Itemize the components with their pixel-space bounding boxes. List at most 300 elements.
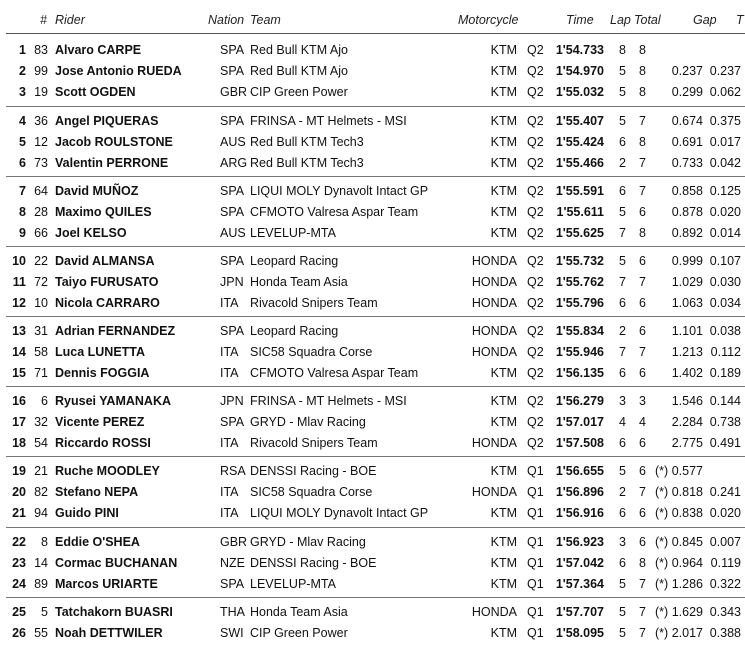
cell-tot: 8 xyxy=(639,63,646,78)
cell-team: Rivacold Snipers Team xyxy=(250,435,378,450)
cell-nat: SPA xyxy=(220,43,245,57)
cell-team: Leopard Racing xyxy=(250,324,339,338)
cell-name: Vicente PEREZ xyxy=(55,414,145,429)
cell-num: 19 xyxy=(34,84,48,99)
cell-sess: Q2 xyxy=(527,365,544,380)
group-divider xyxy=(6,597,745,598)
cell-nat: ITA xyxy=(220,505,239,520)
cell-name: Tatchakorn BUASRI xyxy=(55,605,173,619)
cell-gprev: 0.388 xyxy=(709,625,741,640)
cell-lap: 5 xyxy=(619,576,626,591)
cell-team: Rivacold Snipers Team xyxy=(250,295,378,310)
cell-moto: KTM xyxy=(490,625,517,640)
cell-team: LIQUI MOLY Dynavolt Intact GP xyxy=(250,505,429,520)
cell-time: 1'55.466 xyxy=(555,155,604,170)
cell-moto: KTM xyxy=(490,464,517,478)
cell-pos: 19 xyxy=(12,464,26,478)
cell-gprev: 0.020 xyxy=(709,204,741,219)
cell-name: Eddie O'SHEA xyxy=(55,535,140,549)
cell-time: 1'57.017 xyxy=(555,414,604,429)
cell-team: CIP Green Power xyxy=(250,625,348,640)
table-row xyxy=(0,391,745,411)
cell-pos: 8 xyxy=(19,204,26,219)
cell-gap: 1.063 xyxy=(671,295,703,310)
cell-gprev: 0.738 xyxy=(709,414,741,429)
group-divider xyxy=(6,316,745,317)
cell-time: 1'57.508 xyxy=(555,435,604,450)
table-row xyxy=(0,503,745,523)
cell-tot: 7 xyxy=(639,155,646,170)
cell-num: 10 xyxy=(34,295,48,310)
cell-nat: JPN xyxy=(220,394,244,408)
cell-lap: 6 xyxy=(619,555,626,570)
cell-moto: KTM xyxy=(490,505,517,520)
cell-nat: AUS xyxy=(220,225,246,240)
cell-team: DENSSI Racing - BOE xyxy=(250,464,377,478)
cell-nat: THA xyxy=(220,605,245,619)
cell-lap: 6 xyxy=(619,435,626,450)
cell-sess: Q2 xyxy=(527,274,544,289)
cell-gap: 0.733 xyxy=(671,155,703,170)
cell-moto: KTM xyxy=(490,134,517,149)
cell-name: Noah DETTWILER xyxy=(55,625,163,640)
cell-tot: 6 xyxy=(639,505,646,520)
column-header xyxy=(0,13,745,29)
cell-nat: SPA xyxy=(220,324,245,338)
cell-tot: 4 xyxy=(639,414,646,429)
cell-sess: Q2 xyxy=(527,324,544,338)
cell-gap: 0.237 xyxy=(671,63,703,78)
cell-time: 1'55.732 xyxy=(555,254,604,268)
cell-num: 83 xyxy=(34,43,48,57)
cell-nat: SPA xyxy=(220,254,245,268)
cell-num: 89 xyxy=(34,576,48,591)
cell-team: Red Bull KTM Ajo xyxy=(250,63,348,78)
cell-time: 1'54.970 xyxy=(555,63,604,78)
cell-gap: 2.284 xyxy=(671,414,703,429)
cell-nat: SPA xyxy=(220,63,245,78)
cell-moto: HONDA xyxy=(471,295,517,310)
group-divider xyxy=(6,386,745,387)
cell-num: 72 xyxy=(34,274,48,289)
cell-time: 1'54.733 xyxy=(555,43,604,57)
header-total: Total xyxy=(634,13,661,27)
cell-team: Red Bull KTM Tech3 xyxy=(250,134,364,149)
cell-pos: 6 xyxy=(19,155,26,170)
cell-gap: 0.818 xyxy=(671,484,703,499)
cell-gap: 1.402 xyxy=(671,365,703,380)
table-row xyxy=(0,132,745,152)
cell-num: 94 xyxy=(34,505,48,520)
cell-num: 99 xyxy=(34,63,48,78)
cell-mark: (*) xyxy=(655,576,669,591)
cell-gap: 2.775 xyxy=(671,435,703,450)
cell-tot: 7 xyxy=(639,274,646,289)
header-divider xyxy=(6,33,745,34)
cell-gprev: 0.375 xyxy=(709,114,741,128)
cell-lap: 3 xyxy=(619,535,626,549)
cell-num: 21 xyxy=(34,464,48,478)
header-motorcycle: Motorcycle xyxy=(458,13,519,27)
cell-lap: 5 xyxy=(619,254,626,268)
cell-num: 28 xyxy=(34,204,48,219)
cell-num: 14 xyxy=(34,555,48,570)
cell-pos: 24 xyxy=(12,576,26,591)
cell-team: Leopard Racing xyxy=(250,254,339,268)
cell-name: Jacob ROULSTONE xyxy=(55,134,173,149)
cell-nat: ITA xyxy=(220,435,239,450)
cell-gap: 1.286 xyxy=(671,576,703,591)
cell-lap: 5 xyxy=(619,84,626,99)
cell-name: Dennis FOGGIA xyxy=(55,365,150,380)
cell-sess: Q2 xyxy=(527,134,544,149)
cell-pos: 25 xyxy=(12,605,26,619)
cell-name: Marcos URIARTE xyxy=(55,576,158,591)
cell-gprev: 0.343 xyxy=(709,605,741,619)
cell-sess: Q2 xyxy=(527,295,544,310)
cell-nat: SPA xyxy=(220,204,245,219)
cell-name: Valentin PERRONE xyxy=(55,155,169,170)
table-row xyxy=(0,82,745,102)
cell-time: 1'56.279 xyxy=(555,394,604,408)
cell-sess: Q2 xyxy=(527,435,544,450)
cell-sess: Q2 xyxy=(527,114,544,128)
cell-sess: Q2 xyxy=(527,344,544,359)
cell-name: Nicola CARRARO xyxy=(55,295,160,310)
header-team: Team xyxy=(250,13,281,27)
cell-name: Stefano NEPA xyxy=(55,484,139,499)
cell-gprev: 0.119 xyxy=(710,555,741,570)
cell-mark: (*) xyxy=(655,555,669,570)
cell-team: GRYD - Mlav Racing xyxy=(250,414,366,429)
table-row xyxy=(0,272,745,292)
cell-num: 73 xyxy=(34,155,48,170)
cell-moto: HONDA xyxy=(471,344,517,359)
cell-moto: HONDA xyxy=(471,274,517,289)
cell-pos: 4 xyxy=(19,114,26,128)
table-row xyxy=(0,111,745,131)
cell-name: Scott OGDEN xyxy=(55,84,136,99)
cell-gap: 0.577 xyxy=(671,464,703,478)
cell-gprev: 0.017 xyxy=(709,134,741,149)
cell-num: 71 xyxy=(34,365,48,380)
cell-num: 64 xyxy=(34,184,48,198)
cell-lap: 6 xyxy=(619,505,626,520)
cell-tot: 6 xyxy=(639,365,646,380)
cell-nat: ITA xyxy=(220,344,239,359)
cell-num: 82 xyxy=(34,484,48,499)
table-row xyxy=(0,223,745,243)
cell-pos: 26 xyxy=(12,625,26,640)
cell-nat: GBR xyxy=(220,535,248,549)
cell-nat: ITA xyxy=(220,484,239,499)
table-row xyxy=(0,412,745,432)
cell-nat: ARG xyxy=(220,155,248,170)
header-gap: Gap xyxy=(693,13,717,27)
cell-pos: 9 xyxy=(19,225,26,240)
cell-gprev: 0.237 xyxy=(709,63,741,78)
cell-name: David MUÑOZ xyxy=(55,184,139,198)
cell-team: SIC58 Squadra Corse xyxy=(250,484,373,499)
cell-time: 1'57.707 xyxy=(555,605,604,619)
header-lap: Lap xyxy=(610,13,631,27)
cell-sess: Q2 xyxy=(527,63,544,78)
cell-gprev: 0.322 xyxy=(709,576,741,591)
cell-moto: KTM xyxy=(490,63,517,78)
cell-tot: 3 xyxy=(639,394,646,408)
cell-tot: 8 xyxy=(639,84,646,99)
cell-gap: 1.629 xyxy=(671,605,703,619)
cell-pos: 11 xyxy=(12,274,26,289)
cell-moto: HONDA xyxy=(471,605,517,619)
cell-name: Maximo QUILES xyxy=(55,204,152,219)
cell-time: 1'56.923 xyxy=(555,535,604,549)
cell-moto: HONDA xyxy=(471,435,517,450)
cell-num: 54 xyxy=(34,435,48,450)
cell-nat: NZE xyxy=(220,555,245,570)
cell-tot: 6 xyxy=(639,535,646,549)
cell-num: 55 xyxy=(34,625,48,640)
cell-moto: KTM xyxy=(490,114,517,128)
cell-pos: 14 xyxy=(12,344,26,359)
cell-team: CIP Green Power xyxy=(250,84,348,99)
cell-name: Luca LUNETTA xyxy=(55,344,146,359)
cell-mark: (*) xyxy=(655,535,669,549)
cell-name: Adrian FERNANDEZ xyxy=(55,324,176,338)
cell-nat: SPA xyxy=(220,576,245,591)
cell-lap: 6 xyxy=(619,184,626,198)
header-num: # xyxy=(40,13,47,27)
cell-name: Cormac BUCHANAN xyxy=(55,555,178,570)
cell-lap: 6 xyxy=(619,134,626,149)
cell-tot: 6 xyxy=(639,295,646,310)
cell-time: 1'57.042 xyxy=(555,555,604,570)
cell-gap: 0.964 xyxy=(671,555,703,570)
cell-tot: 7 xyxy=(639,484,646,499)
table-row xyxy=(0,574,745,594)
cell-lap: 5 xyxy=(619,204,626,219)
cell-team: Honda Team Asia xyxy=(250,605,348,619)
header-gap-prev: T xyxy=(736,13,744,27)
cell-gap: 1.546 xyxy=(671,394,703,408)
cell-name: Riccardo ROSSI xyxy=(55,435,151,450)
cell-team: FRINSA - MT Helmets - MSI xyxy=(250,394,407,408)
cell-num: 6 xyxy=(41,394,48,408)
cell-name: Ruche MOODLEY xyxy=(55,464,160,478)
cell-time: 1'55.946 xyxy=(555,344,604,359)
cell-nat: RSA xyxy=(220,464,246,478)
cell-team: CFMOTO Valresa Aspar Team xyxy=(250,365,419,380)
cell-sess: Q2 xyxy=(527,184,544,198)
cell-time: 1'55.407 xyxy=(555,114,604,128)
cell-time: 1'55.611 xyxy=(556,204,604,219)
group-divider xyxy=(6,246,745,247)
table-row xyxy=(0,40,745,60)
cell-lap: 5 xyxy=(619,114,626,128)
cell-tot: 7 xyxy=(639,576,646,591)
cell-team: LIQUI MOLY Dynavolt Intact GP xyxy=(250,184,429,198)
cell-team: Red Bull KTM Tech3 xyxy=(250,155,364,170)
cell-pos: 23 xyxy=(12,555,26,570)
cell-nat: JPN xyxy=(220,274,244,289)
cell-sess: Q2 xyxy=(527,414,544,429)
cell-gprev: 0.144 xyxy=(709,394,741,408)
cell-name: Joel KELSO xyxy=(55,225,127,240)
cell-moto: KTM xyxy=(490,535,517,549)
cell-tot: 7 xyxy=(639,605,646,619)
cell-time: 1'55.762 xyxy=(555,274,604,289)
cell-gap: 1.213 xyxy=(671,344,703,359)
cell-gap: 0.892 xyxy=(671,225,703,240)
table-row xyxy=(0,623,745,643)
cell-moto: KTM xyxy=(490,414,517,429)
cell-tot: 7 xyxy=(639,625,646,640)
cell-sess: Q2 xyxy=(527,43,544,57)
cell-moto: KTM xyxy=(490,365,517,380)
cell-mark: (*) xyxy=(655,484,669,499)
cell-lap: 7 xyxy=(619,344,626,359)
cell-name: Guido PINI xyxy=(55,505,119,520)
cell-moto: KTM xyxy=(490,204,517,219)
cell-team: GRYD - Mlav Racing xyxy=(250,535,366,549)
cell-sess: Q2 xyxy=(527,84,544,99)
cell-time: 1'55.032 xyxy=(555,84,604,99)
cell-gap: 2.017 xyxy=(671,625,703,640)
group-divider xyxy=(6,456,745,457)
cell-lap: 2 xyxy=(619,484,626,499)
cell-num: 12 xyxy=(34,134,48,149)
table-row xyxy=(0,433,745,453)
cell-gap: 0.999 xyxy=(671,254,703,268)
cell-tot: 8 xyxy=(639,134,646,149)
cell-pos: 21 xyxy=(12,505,26,520)
cell-num: 5 xyxy=(41,605,48,619)
cell-lap: 4 xyxy=(619,414,626,429)
cell-gprev: 0.007 xyxy=(709,535,741,549)
cell-gprev: 0.034 xyxy=(709,295,741,310)
cell-moto: HONDA xyxy=(471,484,517,499)
cell-nat: AUS xyxy=(220,134,246,149)
cell-tot: 6 xyxy=(639,254,646,268)
cell-name: David ALMANSA xyxy=(55,254,155,268)
cell-lap: 2 xyxy=(619,324,626,338)
cell-time: 1'55.424 xyxy=(555,134,604,149)
cell-moto: KTM xyxy=(490,155,517,170)
cell-num: 8 xyxy=(41,535,48,549)
cell-tot: 8 xyxy=(639,225,646,240)
cell-gprev: 0.189 xyxy=(709,365,741,380)
cell-pos: 10 xyxy=(12,254,26,268)
cell-moto: KTM xyxy=(490,555,517,570)
table-row xyxy=(0,461,745,481)
cell-tot: 8 xyxy=(639,555,646,570)
cell-mark: (*) xyxy=(655,625,669,640)
cell-sess: Q1 xyxy=(527,505,544,520)
cell-num: 58 xyxy=(34,344,48,359)
cell-gap: 0.299 xyxy=(671,84,703,99)
cell-time: 1'58.095 xyxy=(555,625,604,640)
table-row xyxy=(0,153,745,173)
cell-team: FRINSA - MT Helmets - MSI xyxy=(250,114,407,128)
cell-pos: 5 xyxy=(19,134,26,149)
cell-time: 1'55.796 xyxy=(555,295,604,310)
table-row xyxy=(0,482,745,502)
cell-team: DENSSI Racing - BOE xyxy=(250,555,377,570)
cell-gap: 0.674 xyxy=(671,114,703,128)
cell-lap: 5 xyxy=(619,625,626,640)
cell-time: 1'56.655 xyxy=(555,464,604,478)
table-row xyxy=(0,532,745,552)
cell-pos: 3 xyxy=(19,84,26,99)
cell-mark: (*) xyxy=(655,605,669,619)
cell-pos: 18 xyxy=(12,435,26,450)
cell-nat: SPA xyxy=(220,184,245,198)
cell-moto: KTM xyxy=(490,576,517,591)
cell-gprev: 0.241 xyxy=(709,484,741,499)
header-nation: Nation xyxy=(208,13,245,27)
cell-gap: 0.878 xyxy=(671,204,703,219)
cell-sess: Q1 xyxy=(527,555,544,570)
cell-gprev: 0.020 xyxy=(709,505,741,520)
cell-sess: Q1 xyxy=(527,464,544,478)
group-divider xyxy=(6,176,745,177)
cell-pos: 22 xyxy=(12,535,26,549)
cell-time: 1'57.364 xyxy=(555,576,604,591)
cell-lap: 7 xyxy=(619,225,626,240)
cell-mark: (*) xyxy=(655,505,669,520)
cell-nat: GBR xyxy=(220,84,248,99)
table-row xyxy=(0,321,745,341)
cell-pos: 7 xyxy=(19,184,26,198)
cell-moto: KTM xyxy=(490,225,517,240)
cell-pos: 1 xyxy=(19,43,26,57)
cell-gprev: 0.491 xyxy=(709,435,741,450)
table-row xyxy=(0,202,745,222)
cell-time: 1'55.591 xyxy=(555,184,604,198)
cell-num: 32 xyxy=(34,414,48,429)
cell-num: 66 xyxy=(34,225,48,240)
cell-sess: Q2 xyxy=(527,225,544,240)
table-row xyxy=(0,553,745,573)
cell-tot: 8 xyxy=(639,43,646,57)
cell-lap: 2 xyxy=(619,155,626,170)
table-row xyxy=(0,293,745,313)
cell-moto: KTM xyxy=(490,184,517,198)
cell-pos: 17 xyxy=(12,414,26,429)
table-row xyxy=(0,602,745,622)
cell-moto: HONDA xyxy=(471,254,517,268)
cell-sess: Q2 xyxy=(527,204,544,219)
cell-gap: 0.691 xyxy=(671,134,703,149)
cell-team: Red Bull KTM Ajo xyxy=(250,43,348,57)
cell-time: 1'55.834 xyxy=(555,324,604,338)
group-divider xyxy=(6,106,745,107)
cell-time: 1'55.625 xyxy=(555,225,604,240)
cell-moto: KTM xyxy=(490,43,517,57)
cell-time: 1'56.135 xyxy=(555,365,604,380)
cell-tot: 6 xyxy=(639,464,646,478)
cell-lap: 5 xyxy=(619,605,626,619)
cell-tot: 6 xyxy=(639,324,646,338)
cell-team: CFMOTO Valresa Aspar Team xyxy=(250,204,419,219)
cell-nat: ITA xyxy=(220,365,239,380)
cell-num: 22 xyxy=(34,254,48,268)
table-row xyxy=(0,61,745,81)
cell-sess: Q1 xyxy=(527,576,544,591)
cell-pos: 15 xyxy=(12,365,26,380)
group-divider xyxy=(6,527,745,528)
cell-sess: Q1 xyxy=(527,605,544,619)
